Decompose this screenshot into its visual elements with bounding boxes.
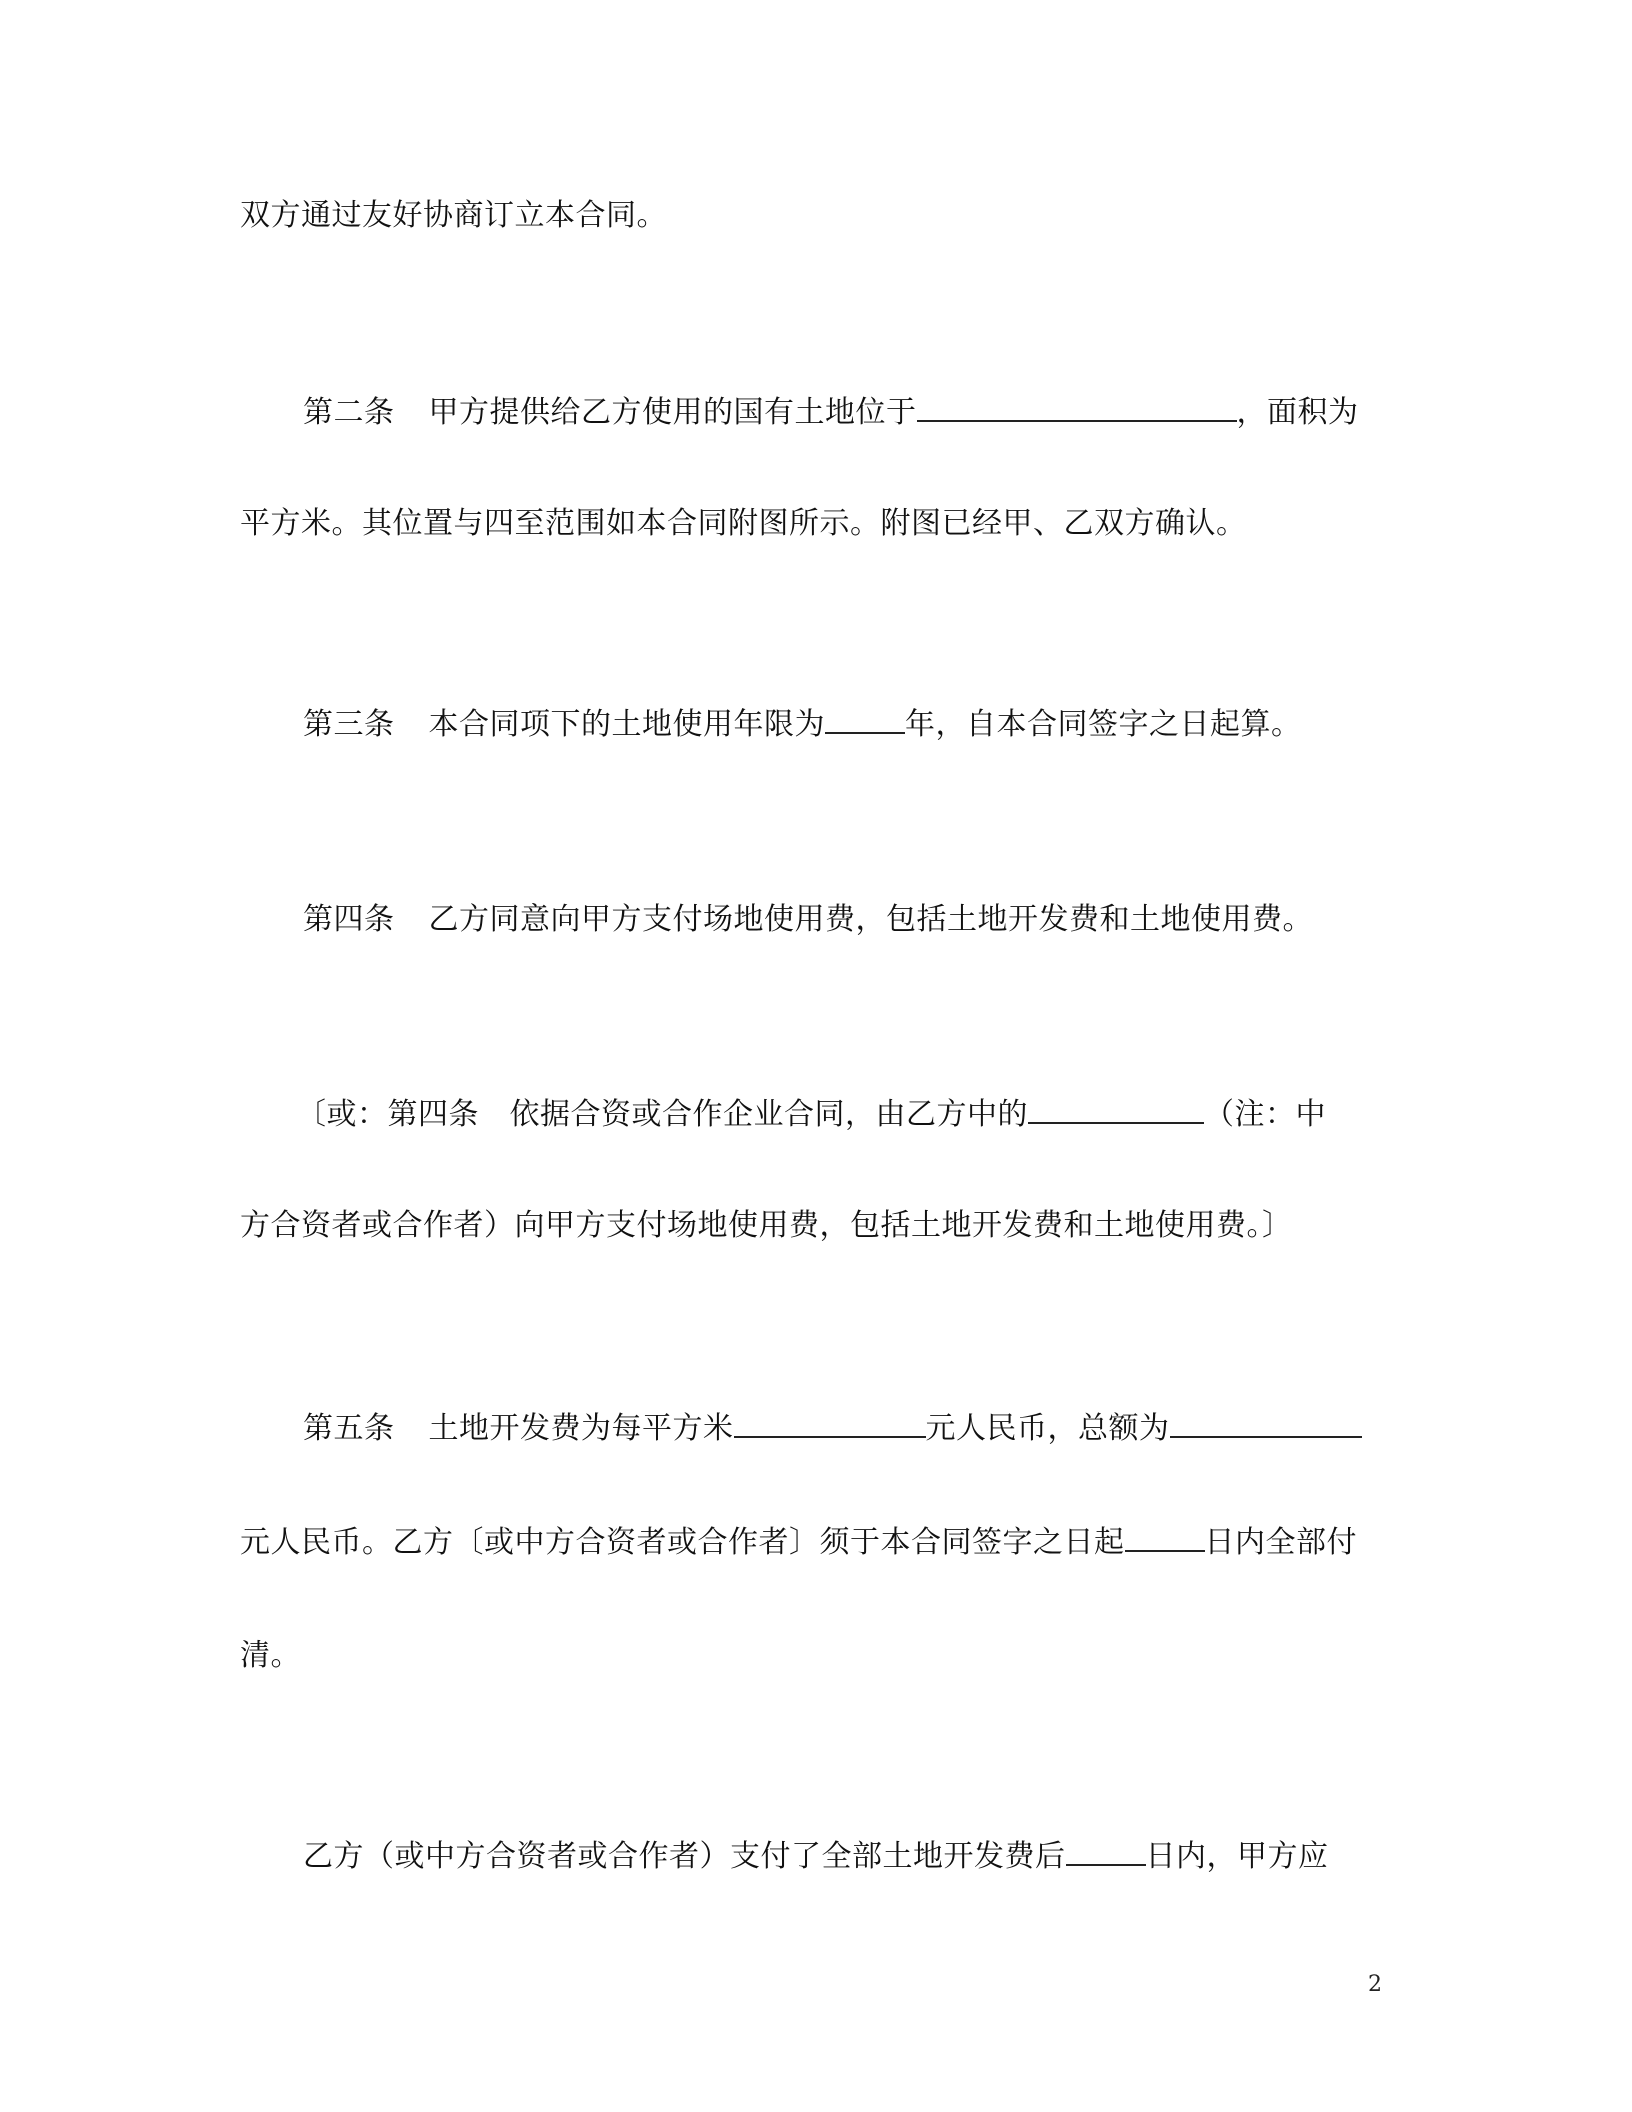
article-2-line-1 — [303, 390, 1359, 433]
total-amount-blank[interactable] — [1170, 1406, 1362, 1438]
article-5-line2-before: 元人民币。乙方〔或中方合资者或合作者〕须于本合同签字之日起 — [240, 1525, 1125, 1560]
final-text-before: 乙方（或中方合资者或合作者）支付了全部土地开发费后 — [303, 1839, 1066, 1874]
article-2-line-2 — [240, 504, 1247, 544]
article-3-line — [303, 702, 1302, 745]
article-4-alt-text-after: （注：中 — [1204, 1097, 1326, 1132]
article-3-label: 第三条 — [303, 707, 395, 742]
article-2-text-after: ，面积为 — [1236, 395, 1359, 430]
article-3-text-after: 年，自本合同签字之日起算。 — [905, 707, 1302, 742]
article-5-line3: 清。 — [240, 1638, 301, 1673]
fee-per-sqm-blank[interactable] — [734, 1406, 926, 1438]
article-5-line-2 — [240, 1520, 1357, 1563]
days-after-payment-blank[interactable] — [1066, 1834, 1146, 1866]
article-2-text-before: 甲方提供给乙方使用的国有土地位于 — [428, 395, 917, 430]
location-blank[interactable] — [917, 390, 1237, 422]
text-line-intro — [240, 196, 667, 236]
article-4-alt-text-before: 〔或：第四条 依据合资或合作企业合同，由乙方中的 — [296, 1097, 1028, 1132]
page-number: 2 — [1368, 1972, 1382, 1997]
article-5-text-before: 土地开发费为每平方米 — [428, 1411, 734, 1446]
article-4-alt-line-1 — [296, 1092, 1326, 1135]
intro-text: 双方通过友好协商订立本合同。 — [240, 198, 667, 233]
article-4-line — [303, 900, 1313, 940]
article-4-label: 第四条 — [303, 902, 395, 937]
final-paragraph-line — [303, 1834, 1329, 1877]
article-4-text: 乙方同意向甲方支付场地使用费，包括土地开发费和土地使用费。 — [428, 902, 1313, 937]
article-4-alt-line-2 — [240, 1206, 1293, 1246]
article-5-line-3 — [240, 1636, 301, 1676]
article-5-label: 第五条 — [303, 1411, 395, 1446]
article-2-label: 第二条 — [303, 395, 395, 430]
payment-days-blank[interactable] — [1125, 1520, 1205, 1552]
article-5-line-1 — [303, 1406, 1362, 1449]
article-5-text-middle: 元人民币，总额为 — [925, 1411, 1170, 1446]
article-3-text-before: 本合同项下的土地使用年限为 — [428, 707, 825, 742]
article-5-line2-after: 日内全部付 — [1204, 1525, 1357, 1560]
party-blank[interactable] — [1028, 1092, 1204, 1124]
final-text-after: 日内，甲方应 — [1145, 1839, 1329, 1874]
term-years-blank[interactable] — [825, 702, 905, 734]
article-2-continuation: 平方米。其位置与四至范围如本合同附图所示。附图已经甲、乙双方确认。 — [240, 506, 1247, 541]
article-4-alt-continuation: 方合资者或合作者）向甲方支付场地使用费，包括土地开发费和土地使用费。〕 — [240, 1208, 1293, 1243]
